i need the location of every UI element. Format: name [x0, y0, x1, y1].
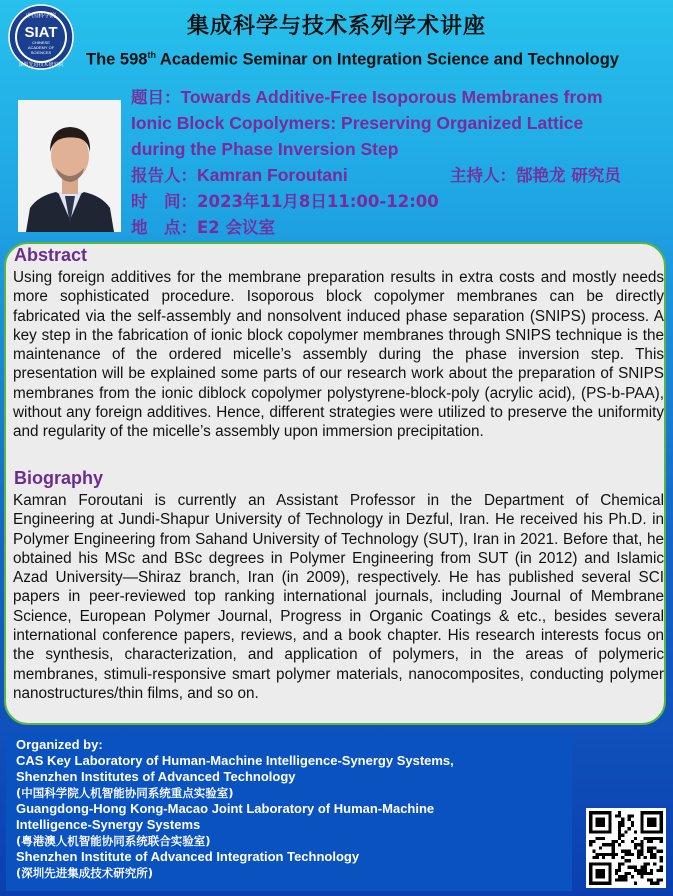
talk-title-line2: Ionic Block Copolymers: Preserving Organized Lattice	[131, 113, 584, 133]
biography-heading: Biography	[14, 468, 104, 488]
speaker-label: 报告人：	[131, 166, 197, 185]
svg-text:ACADEMY OF: ACADEMY OF	[27, 45, 55, 50]
speaker-photo	[18, 100, 121, 232]
logo-text-top: 中国科学院	[25, 12, 57, 20]
place-row	[131, 214, 275, 241]
organizers-list	[16, 737, 454, 881]
host-row	[450, 162, 621, 189]
organizer-line: CAS Key Laboratory of Human-Machine Intelligence-Synergy Systems,	[16, 753, 454, 768]
logo-text-main: SIAT	[24, 24, 58, 41]
qr-code-icon	[586, 808, 666, 888]
time-row	[131, 188, 439, 215]
seminar-title-chinese: 集成科学与技术系列学术讲座	[186, 14, 486, 39]
organizer-line: (深圳先进集成技术研究所)	[16, 866, 154, 880]
talk-title-label: 题目：	[131, 88, 181, 107]
svg-text:CHINESE: CHINESE	[32, 40, 50, 45]
place-value: E2 会议室	[197, 218, 275, 237]
organizers-heading: Organized by:	[16, 737, 103, 752]
abstract-text: Using foreign additives for the membrane preparation results in extra costs and mostly needs more sophisticated procedure. Isoporous block copolymer membranes can be directly fabricated via the self-assembly and nonsolvent induced phase separation (SNIPS) process. A key step in the fabrication of ionic block copolymer membranes through SNIPS technique is the maintenance of the ordered micelle’s assembly during the phase inversion step. This presentation will be explained some parts of our research work about the preparation of SNIPS membranes from the ionic diblock copolymer polystyrene-block-poly (acrylic acid), (PS-b-PAA), without any foreign additives. Hence, different strategies were utilized to preserve the uniformity and regularity of the micelle’s assembly upon immersion precipitation.	[13, 269, 664, 441]
speaker-row	[131, 162, 348, 189]
host-label: 主持人：	[450, 166, 516, 185]
seminar-title-english: The 598th Academic Seminar on Integration Science and Technology	[86, 50, 619, 69]
host-name: 郜艳龙 研究员	[516, 166, 621, 185]
time-value: 2023年11月8日11:00-12:00	[197, 192, 439, 211]
abstract-heading: Abstract	[14, 245, 88, 265]
time-label: 时 间：	[131, 192, 197, 211]
logo-text-bottom: 深圳先进技术研究院	[18, 62, 64, 68]
svg-text:SCIENCES: SCIENCES	[30, 50, 52, 55]
biography-text: Kamran Foroutani is currently an Assistant Professor in the Department of Chemical Engineering at Jundi-Shapur University of Technology in Dezful, Iran. He received his Ph.D. in Polymer Engineering from Sahand University of Technology (SUT), Iran in 2021. Before that, he obtained his MSc and BSc degrees in Polymer Engineering from SUT (in 2012) and Islamic Azad University—Shiraz branch, Iran (in 2009), respectively. He has published several SCI papers in peer-reviewed top ranking international journals, including Journal of Membrane Science, European Polymer Journal, Progress in Organic Coatings & etc., besides several international conference papers, reviews, and a book chapter. His research interests focus on the synthesis, characterization, and application of polymers, in the areas of polymeric membranes, stimuli-responsive smart polymer materials, nanocomposites, conducting polymer nanostructures/thin films, and so on.	[13, 492, 664, 702]
organizer-line: (中国科学院人机智能协同系统重点实验室)	[16, 786, 234, 800]
talk-title-line1: 题目：Towards Additive-Free Isoporous Membranes from	[131, 87, 603, 107]
place-label: 地 点：	[131, 218, 197, 237]
organizer-line: Intelligence-Synergy Systems	[16, 817, 201, 832]
speaker-name: Kamran Foroutani	[197, 165, 348, 185]
organizer-line: Guangdong-Hong Kong-Macao Joint Laboratory of Human-Machine	[16, 801, 435, 816]
organizer-line: Shenzhen Institutes of Advanced Technology	[16, 769, 296, 784]
organizer-line: Shenzhen Institute of Advanced Integration Technology	[16, 849, 360, 864]
talk-title-line3: during the Phase Inversion Step	[131, 139, 399, 159]
organizer-line: (粤港澳人机智能协同系统联合实验室)	[16, 834, 211, 848]
